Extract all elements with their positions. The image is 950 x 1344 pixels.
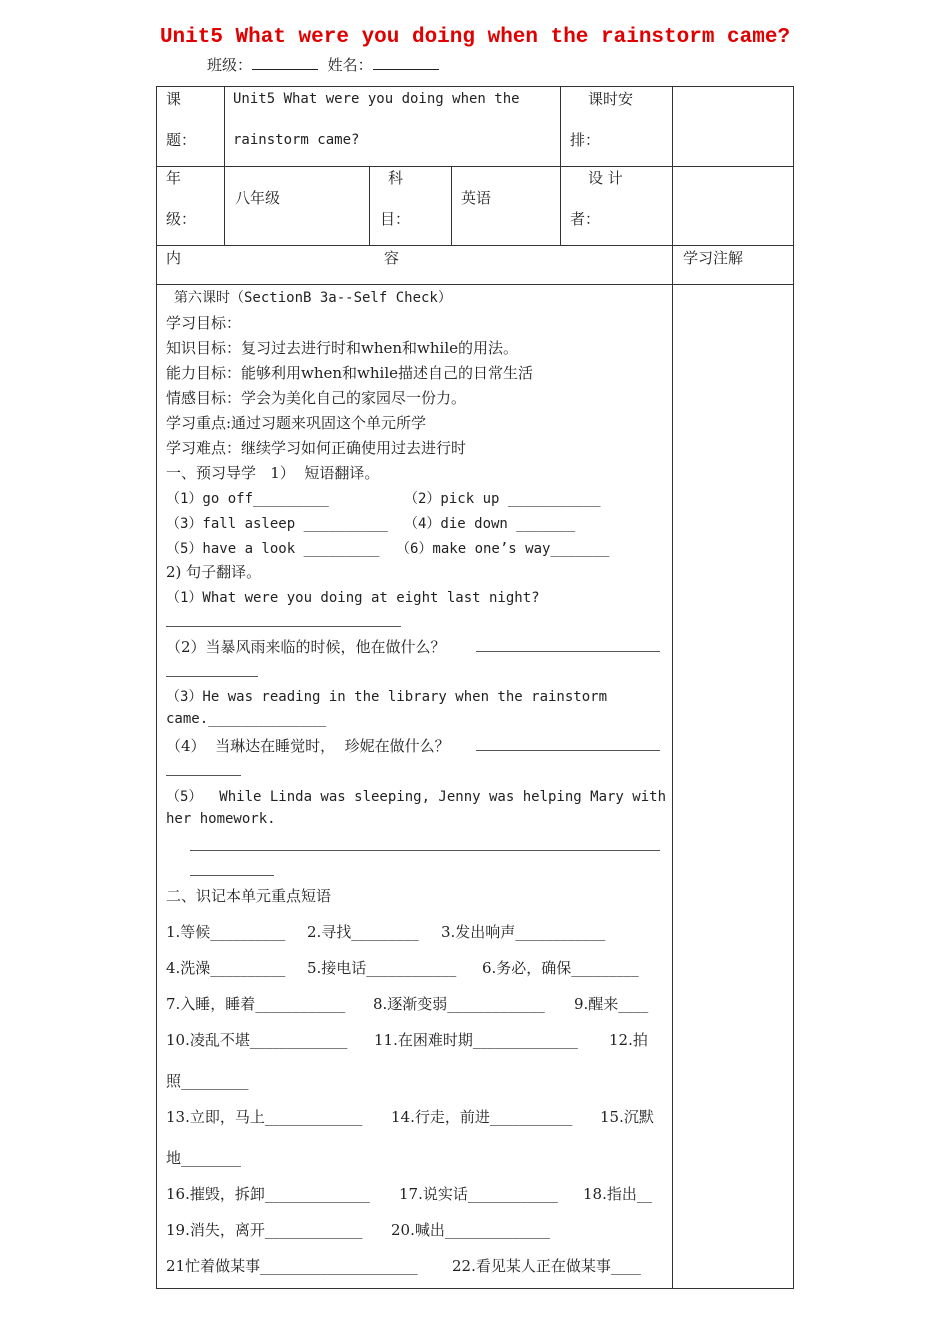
column-divider <box>224 87 225 245</box>
schedule-label-2: 排： <box>570 131 601 149</box>
grade-value: 八年级 <box>235 189 281 207</box>
phrase-1: （1）go off_________ <box>166 491 329 507</box>
answer-line[interactable] <box>166 676 258 677</box>
vocab-20: 20.喊出______________ <box>391 1221 550 1239</box>
answer-line[interactable] <box>166 775 241 776</box>
sentence-5b: her homework. <box>166 811 276 827</box>
phrase-5: （5）have a look _________ <box>166 541 380 557</box>
vocab-3: 3.发出响声____________ <box>441 923 606 941</box>
column-divider <box>560 87 561 245</box>
goals-heading: 学习目标： <box>166 314 242 332</box>
column-divider <box>672 87 673 1288</box>
name-blank[interactable] <box>373 55 439 70</box>
vocab-1: 1.等候__________ <box>166 923 286 941</box>
vocab-5: 5.接电话____________ <box>307 959 457 977</box>
vocab-16: 16.摧毁，拆卸______________ <box>166 1185 370 1203</box>
emotion-goal: 情感目标：学会为美化自己的家园尽一份力。 <box>166 389 467 407</box>
vocab-12a: 12.拍 <box>609 1031 648 1049</box>
vocab-11: 11.在困难时期______________ <box>374 1031 578 1049</box>
sentence-3a: （3）He was reading in the library when the rainstorm <box>166 689 608 705</box>
phrase-3: （3）fall asleep __________ <box>166 516 388 532</box>
vocab-15a: 15.沉默 <box>600 1108 654 1126</box>
key-point: 学习重点:通过习题来巩固这个单元所学 <box>166 414 427 432</box>
answer-line[interactable] <box>476 750 660 751</box>
content-header-b: 容 <box>384 249 400 267</box>
vocab-18: 18.指出__ <box>583 1185 652 1203</box>
grade-label-1: 年 <box>166 169 182 187</box>
class-label: 班级： <box>207 56 253 74</box>
sentence-2: （2）当暴风雨来临的时候，他在做什么？ <box>166 638 446 656</box>
grade-label-2: 级： <box>166 210 197 228</box>
subject-value: 英语 <box>461 189 492 207</box>
designer-label-2: 者： <box>570 210 601 228</box>
vocab-22: 22.看见某人正在做某事____ <box>452 1257 641 1275</box>
phrase-4: （4）die down _______ <box>404 516 576 532</box>
topic-value-1: Unit5 What were you doing when the <box>233 91 520 107</box>
vocab-10: 10.凌乱不堪_____________ <box>166 1031 348 1049</box>
vocab-21: 21忙着做某事_____________________ <box>166 1257 418 1275</box>
name-label: 姓名： <box>327 56 373 74</box>
vocab-9: 9.醒来____ <box>574 995 649 1013</box>
vocab-17: 17.说实话____________ <box>399 1185 558 1203</box>
vocab-2: 2.寻找_________ <box>307 923 419 941</box>
vocab-15b: 地________ <box>166 1149 242 1167</box>
section-2-heading: 二、识记本单元重点短语 <box>166 887 332 905</box>
topic-label-1: 课 <box>166 90 182 108</box>
content-header-a: 内 <box>166 249 182 267</box>
vocab-7: 7.入睡，睡着____________ <box>166 995 346 1013</box>
difficulty-point: 学习难点：继续学习如何正确使用过去进行时 <box>166 439 467 457</box>
sentence-3b: came.______________ <box>166 711 327 727</box>
vocab-6: 6.务必，确保_________ <box>482 959 639 977</box>
subject-label-1: 科 <box>388 169 404 187</box>
answer-line[interactable] <box>166 626 401 627</box>
phrase-6: （6）make one’s way_______ <box>396 541 610 557</box>
topic-value-2: rainstorm came? <box>233 132 360 148</box>
ability-goal: 能力目标：能够利用when和while描述自己的日常生活 <box>166 364 534 382</box>
vocab-14: 14.行走，前进___________ <box>391 1108 573 1126</box>
phrase-2: （2）pick up ___________ <box>404 491 601 507</box>
sentence-5a: （5） While Linda was sleeping, Jenny was helping Mary with <box>166 789 667 805</box>
schedule-label-1: 课时安 <box>588 90 634 108</box>
vocab-4: 4.洗澡__________ <box>166 959 286 977</box>
knowledge-goal: 知识目标：复习过去进行时和when和while的用法。 <box>166 339 519 357</box>
designer-label-1: 设 计 <box>588 169 623 187</box>
vocab-19: 19.消失，离开_____________ <box>166 1221 363 1239</box>
vocab-8: 8.逐渐变弱_____________ <box>373 995 545 1013</box>
row-divider <box>157 284 793 285</box>
page-title: Unit5 What were you doing when the rainstorm came? <box>159 26 791 49</box>
sentence-1: （1）What were you doing at eight last night? <box>166 590 540 606</box>
vocab-12b: 照_________ <box>166 1072 249 1090</box>
section-1-heading: 一、预习导学 1） 短语翻译。 <box>166 464 380 482</box>
row-divider <box>157 166 793 167</box>
answer-line[interactable] <box>190 850 660 851</box>
column-divider <box>369 166 370 245</box>
answer-line[interactable] <box>190 875 274 876</box>
lesson-title: 第六课时（SectionB 3a--Self Check） <box>174 290 452 306</box>
class-blank[interactable] <box>252 55 318 70</box>
student-info-line <box>207 54 439 75</box>
sentence-heading: 2) 句子翻译。 <box>166 563 262 581</box>
topic-label-2: 题： <box>166 131 197 149</box>
subject-label-2: 目： <box>380 210 411 228</box>
column-divider <box>451 166 452 245</box>
notes-header: 学习注解 <box>683 249 744 267</box>
answer-line[interactable] <box>476 651 660 652</box>
sentence-4: （4） 当琳达在睡觉时， 珍妮在做什么？ <box>166 737 450 755</box>
vocab-13: 13.立即，马上_____________ <box>166 1108 363 1126</box>
